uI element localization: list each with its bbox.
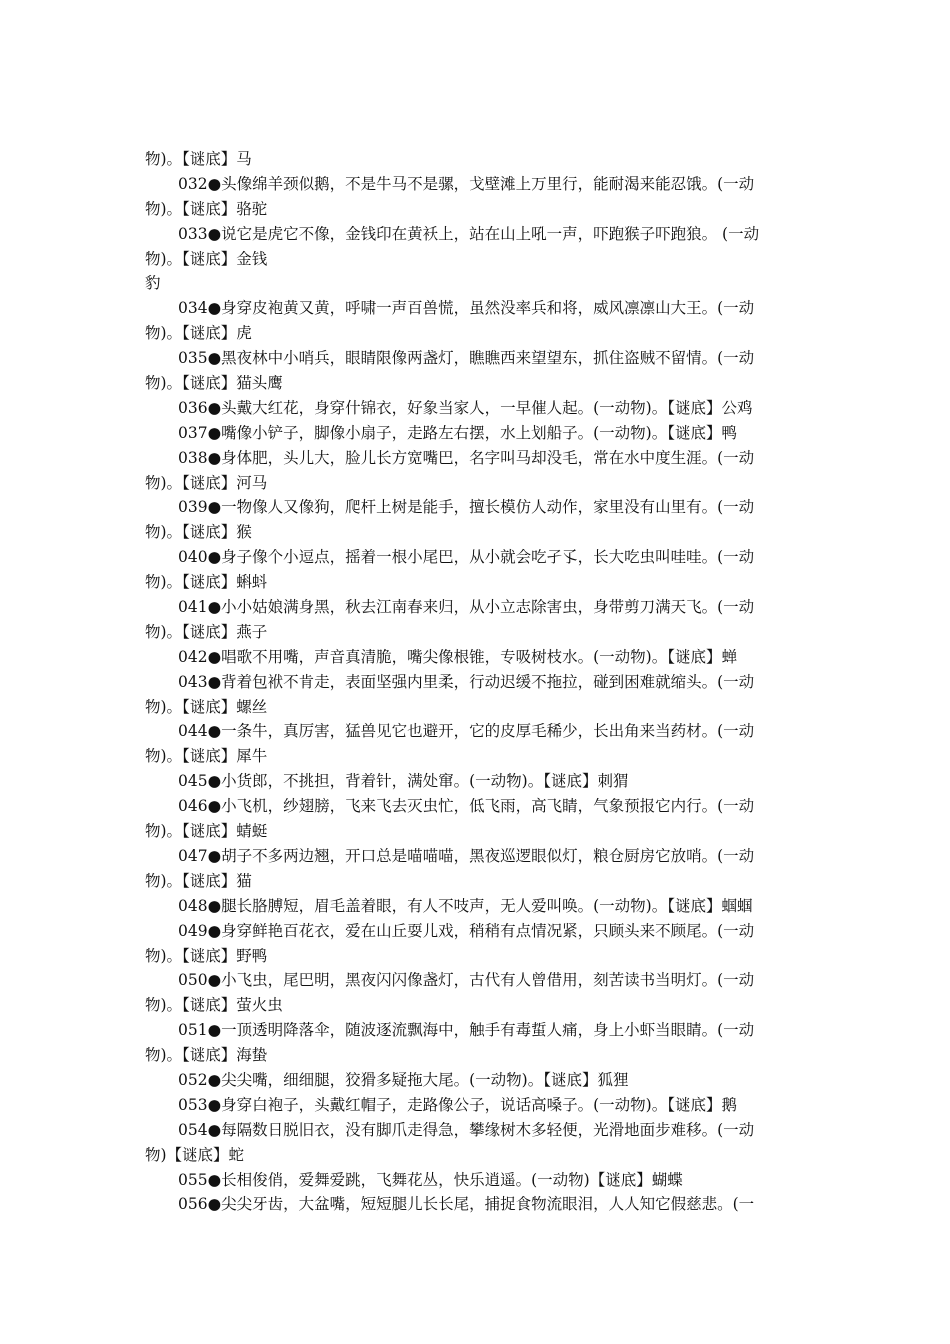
text-line: 物)。【谜底】猫头鹰 [145,374,283,393]
text-line: 物)。【谜底】海蛰 [145,1046,268,1065]
text-line: 物)。【谜底】马 [145,150,252,168]
riddle-line: 050●小飞虫，尾巴明，黑夜闪闪像盏灯，古代有人曾借用，刻苦读书当明灯。(一动 [178,971,755,990]
text-line: 物)。【谜底】骆驼 [145,199,268,218]
riddle-line: 039●一物像人又像狗，爬杆上树是能手，擅长模仿人动作，家里没有山里有。(一动 [178,498,755,517]
riddle-line: 032●头像绵羊颈似鹅，不是牛马不是骡，戈壁滩上万里行，能耐渴来能忍饿。(一动 [178,174,755,193]
riddle-line: 045●小货郎，不挑担，背着针，满处窜。(一动物)。【谜底】刺猬 [178,772,629,791]
text-line: 物)。【谜底】猴 [145,523,252,542]
riddle-line: 053●身穿白袍子，头戴红帽子，走路像公子，说话高嗓子。(一动物)。【谜底】鹅 [178,1095,737,1114]
riddle-line: 038●身体肥，头儿大，脸儿长方宽嘴巴，名字叫马却没毛，常在水中度生涯。(一动 [178,448,755,467]
riddle-line: 035●黑夜林中小哨兵，眼睛限像两盏灯，瞧瞧西来望望东，抓住盗贼不留情。(一动 [178,349,755,368]
riddle-line: 047●胡子不多两边翘，开口总是喵喵喵，黑夜巡逻眼似灯，粮仓厨房它放哨。(一动 [178,846,755,865]
riddle-line: 033●说它是虎它不像，金钱印在黄袄上，站在山上吼一声，吓跑猴子吓跑狼。 (一动 [178,224,760,243]
text-line: 物)。【谜底】野鸭 [145,946,268,965]
riddle-line: 043●背着包袱不肯走，表面坚强内里柔，行动迟缓不拖拉，碰到困难就缩头。(一动 [178,672,755,691]
riddle-line: 051●一顶透明降落伞，随波逐流飘海中，触手有毒蜇人痛，身上小虾当眼睛。(一动 [178,1021,755,1040]
text-line: 物)。【谜底】蝌蚪 [145,573,268,592]
text-line: 物)。【谜底】燕子 [145,622,268,641]
riddle-line: 054●每隔数日脱旧衣，没有脚爪走得急，攀缘树木多轻便，光滑地面步难移。(一动 [178,1120,755,1139]
riddle-line: 041●小小姑娘满身黑，秋去江南春来归，从小立志除害虫，身带剪刀满天飞。(一动 [178,598,755,617]
riddle-text-block [145,147,805,1217]
text-line: 物)。【谜底】河马 [145,473,268,492]
text-line: 物)。【谜底】猫 [145,871,252,890]
riddle-line: 052●尖尖嘴，细细腿，狡猾多疑拖大尾。(一动物)。【谜底】狐狸 [178,1070,629,1089]
riddle-line: 042●唱歌不用嘴，声音真清脆，嘴尖像根锥，专吸树枝水。(一动物)。【谜底】蝉 [178,647,737,666]
riddle-line: 048●腿长胳膊短，眉毛盖着眼，有人不吱声，无人爱叫唤。(一动物)。【谜底】蝈蝈 [178,896,753,915]
text-line: 豹 [145,274,161,293]
riddle-line: 056●尖尖牙齿，大盆嘴，短短腿儿长长尾，捕捉食物流眼泪，人人知它假慈悲。(一 [178,1195,755,1214]
riddle-line: 044●一条牛，真厉害，猛兽见它也避开，它的皮厚毛稀少，长出角来当药材。(一动 [178,722,755,741]
text-line: 物)。【谜底】蜻蜓 [145,822,268,841]
riddle-line: 040●身子像个小逗点，摇着一根小尾巴，从小就会吃孑孓，长大吃虫叫哇哇。(一动 [178,548,755,567]
riddle-line: 055●长相俊俏，爱舞爱跳，飞舞花丛，快乐逍遥。(一动物)【谜底】蝴蝶 [178,1170,683,1189]
riddle-line: 034●身穿皮袍黄又黄，呼啸一声百兽慌，虽然没率兵和将，威风凛凛山大王。(一动 [178,299,755,318]
text-line: 物)。【谜底】犀牛 [145,747,268,766]
riddle-line: 046●小飞机，纱翅膀，飞来飞去灭虫忙，低飞雨，高飞睛，气象预报它内行。(一动 [178,797,755,816]
text-line: 物)。【谜底】虎 [145,324,252,343]
text-line: 物)。【谜底】金钱 [145,249,268,268]
text-line: 物)。【谜底】萤火虫 [145,996,283,1015]
text-line: 物)【谜底】蛇 [145,1145,245,1164]
riddle-line: 049●身穿鲜艳百花衣，爱在山丘耍儿戏，稍稍有点情况紧，只顾头来不顾尾。(一动 [178,921,755,940]
text-line: 物)。【谜底】螺丝 [145,697,268,716]
riddle-line: 037●嘴像小铲子，脚像小扇子，走路左右摆，水上划船子。(一动物)。【谜底】鸭 [178,423,737,442]
riddle-line: 036●头戴大红花，身穿什锦衣，好象当家人，一早催人起。(一动物)。【谜底】公鸡 [178,398,753,417]
